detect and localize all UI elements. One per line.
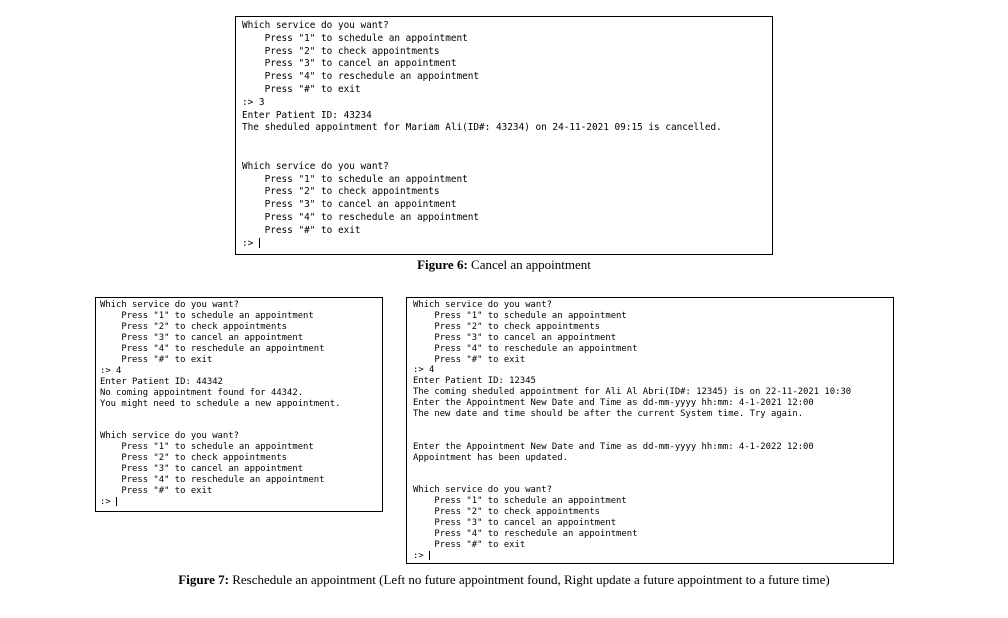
terminal-line: Enter the Appointment New Date and Time as dd-mm-yyyy hh:mm: 4-1-2022 12:00 <box>413 441 814 452</box>
terminal-line: Press "#" to exit <box>413 354 526 365</box>
terminal-line: Press "1" to schedule an appointment <box>413 496 627 507</box>
terminal-line: Press "4" to reschedule an appointment <box>242 211 480 223</box>
figure6-caption-text: Cancel an appointment <box>467 257 591 272</box>
terminal-line: Press "4" to reschedule an appointment <box>100 475 325 486</box>
terminal-line: Enter Patient ID: 12345 <box>413 376 536 387</box>
terminal-line <box>413 431 893 442</box>
figure7-right-terminal <box>406 297 894 564</box>
terminal-line: Press "#" to exit <box>413 539 526 550</box>
terminal-line: Press "1" to schedule an appointment <box>413 310 627 321</box>
terminal-line: Press "4" to reschedule an appointment <box>100 343 325 354</box>
figure7-left-terminal <box>95 297 383 512</box>
terminal-line: Press "2" to check appointments <box>413 321 601 332</box>
terminal-line: You might need to schedule a new appointment. <box>100 398 341 409</box>
terminal-line: Press "2" to check appointments <box>100 453 288 464</box>
terminal-line <box>242 148 772 161</box>
terminal-line: :> <box>100 497 117 508</box>
terminal-line: Press "#" to exit <box>242 224 361 236</box>
terminal-line: No coming appointment found for 44342. <box>100 387 304 398</box>
terminal-line: Press "4" to reschedule an appointment <box>413 529 638 540</box>
terminal-line: Press "1" to schedule an appointment <box>242 32 468 44</box>
terminal-line <box>413 420 893 431</box>
terminal-line: :> <box>413 550 430 561</box>
terminal-line: Enter Patient ID: 43234 <box>242 109 372 121</box>
terminal-line: Press "2" to check appointments <box>242 186 440 198</box>
terminal-line: :> 3 <box>242 96 265 108</box>
terminal-line: Which service do you want? <box>242 20 389 31</box>
terminal-line: :> <box>242 237 259 249</box>
terminal-line: Press "3" to cancel an appointment <box>413 518 617 529</box>
figure7-caption-label: Figure 7: <box>178 572 229 587</box>
terminal-line: Press "4" to reschedule an appointment <box>413 343 638 354</box>
figure6-caption-label: Figure 6: <box>417 257 468 272</box>
terminal-line: Press "1" to schedule an appointment <box>100 310 314 321</box>
terminal-line: Which service do you want? <box>100 431 239 442</box>
terminal-line: Which service do you want? <box>413 485 552 496</box>
terminal-line: Which service do you want? <box>413 300 552 310</box>
terminal-line: Press "#" to exit <box>100 486 213 497</box>
terminal-line <box>100 420 382 431</box>
terminal-line: Press "3" to cancel an appointment <box>413 332 617 343</box>
terminal-line: Press "3" to cancel an appointment <box>100 464 304 475</box>
terminal-line: :> 4 <box>413 365 435 376</box>
text-cursor <box>116 497 117 506</box>
terminal-line: Press "1" to schedule an appointment <box>242 173 468 185</box>
terminal-line: Press "#" to exit <box>242 83 361 95</box>
terminal-line: The coming sheduled appointment for Ali Al Abri(ID#: 12345) is on 22-11-2021 10:30 <box>413 387 852 398</box>
terminal-line: Press "1" to schedule an appointment <box>100 442 314 453</box>
terminal-line: Press "3" to cancel an appointment <box>242 58 457 70</box>
figure6-caption <box>0 257 1008 273</box>
terminal-line: Which service do you want? <box>242 160 389 172</box>
terminal-line: Press "3" to cancel an appointment <box>100 332 304 343</box>
terminal-line <box>413 464 893 475</box>
terminal-line: Press "2" to check appointments <box>100 321 288 332</box>
terminal-line: Press "2" to check appointments <box>242 45 440 57</box>
terminal-line: Enter the Appointment New Date and Time as dd-mm-yyyy hh:mm: 4-1-2021 12:00 <box>413 398 814 409</box>
terminal-line: Enter Patient ID: 44342 <box>100 376 223 387</box>
terminal-line <box>413 475 893 486</box>
terminal-line: The new date and time should be after the current System time. Try again. <box>413 409 804 420</box>
text-cursor <box>429 551 430 560</box>
terminal-line <box>242 135 772 148</box>
terminal-line: Press "4" to reschedule an appointment <box>242 71 480 83</box>
terminal-line: Press "#" to exit <box>100 354 213 365</box>
terminal-line <box>100 410 382 421</box>
figure7-caption <box>0 572 1008 588</box>
terminal-line: Press "3" to cancel an appointment <box>242 199 457 211</box>
terminal-line: Press "2" to check appointments <box>413 507 601 518</box>
text-cursor <box>259 238 260 247</box>
terminal-line: The sheduled appointment for Mariam Ali(ID#: 43234) on 24-11-2021 09:15 is cancelled. <box>242 122 722 134</box>
figure7-caption-text: Reschedule an appointment (Left no future appointment found, Right update a future appointment to a future time) <box>228 572 830 587</box>
figure6-terminal <box>235 16 773 255</box>
terminal-line: :> 4 <box>100 365 122 376</box>
terminal-line: Appointment has been updated. <box>413 452 568 463</box>
terminal-line: Which service do you want? <box>100 300 239 310</box>
